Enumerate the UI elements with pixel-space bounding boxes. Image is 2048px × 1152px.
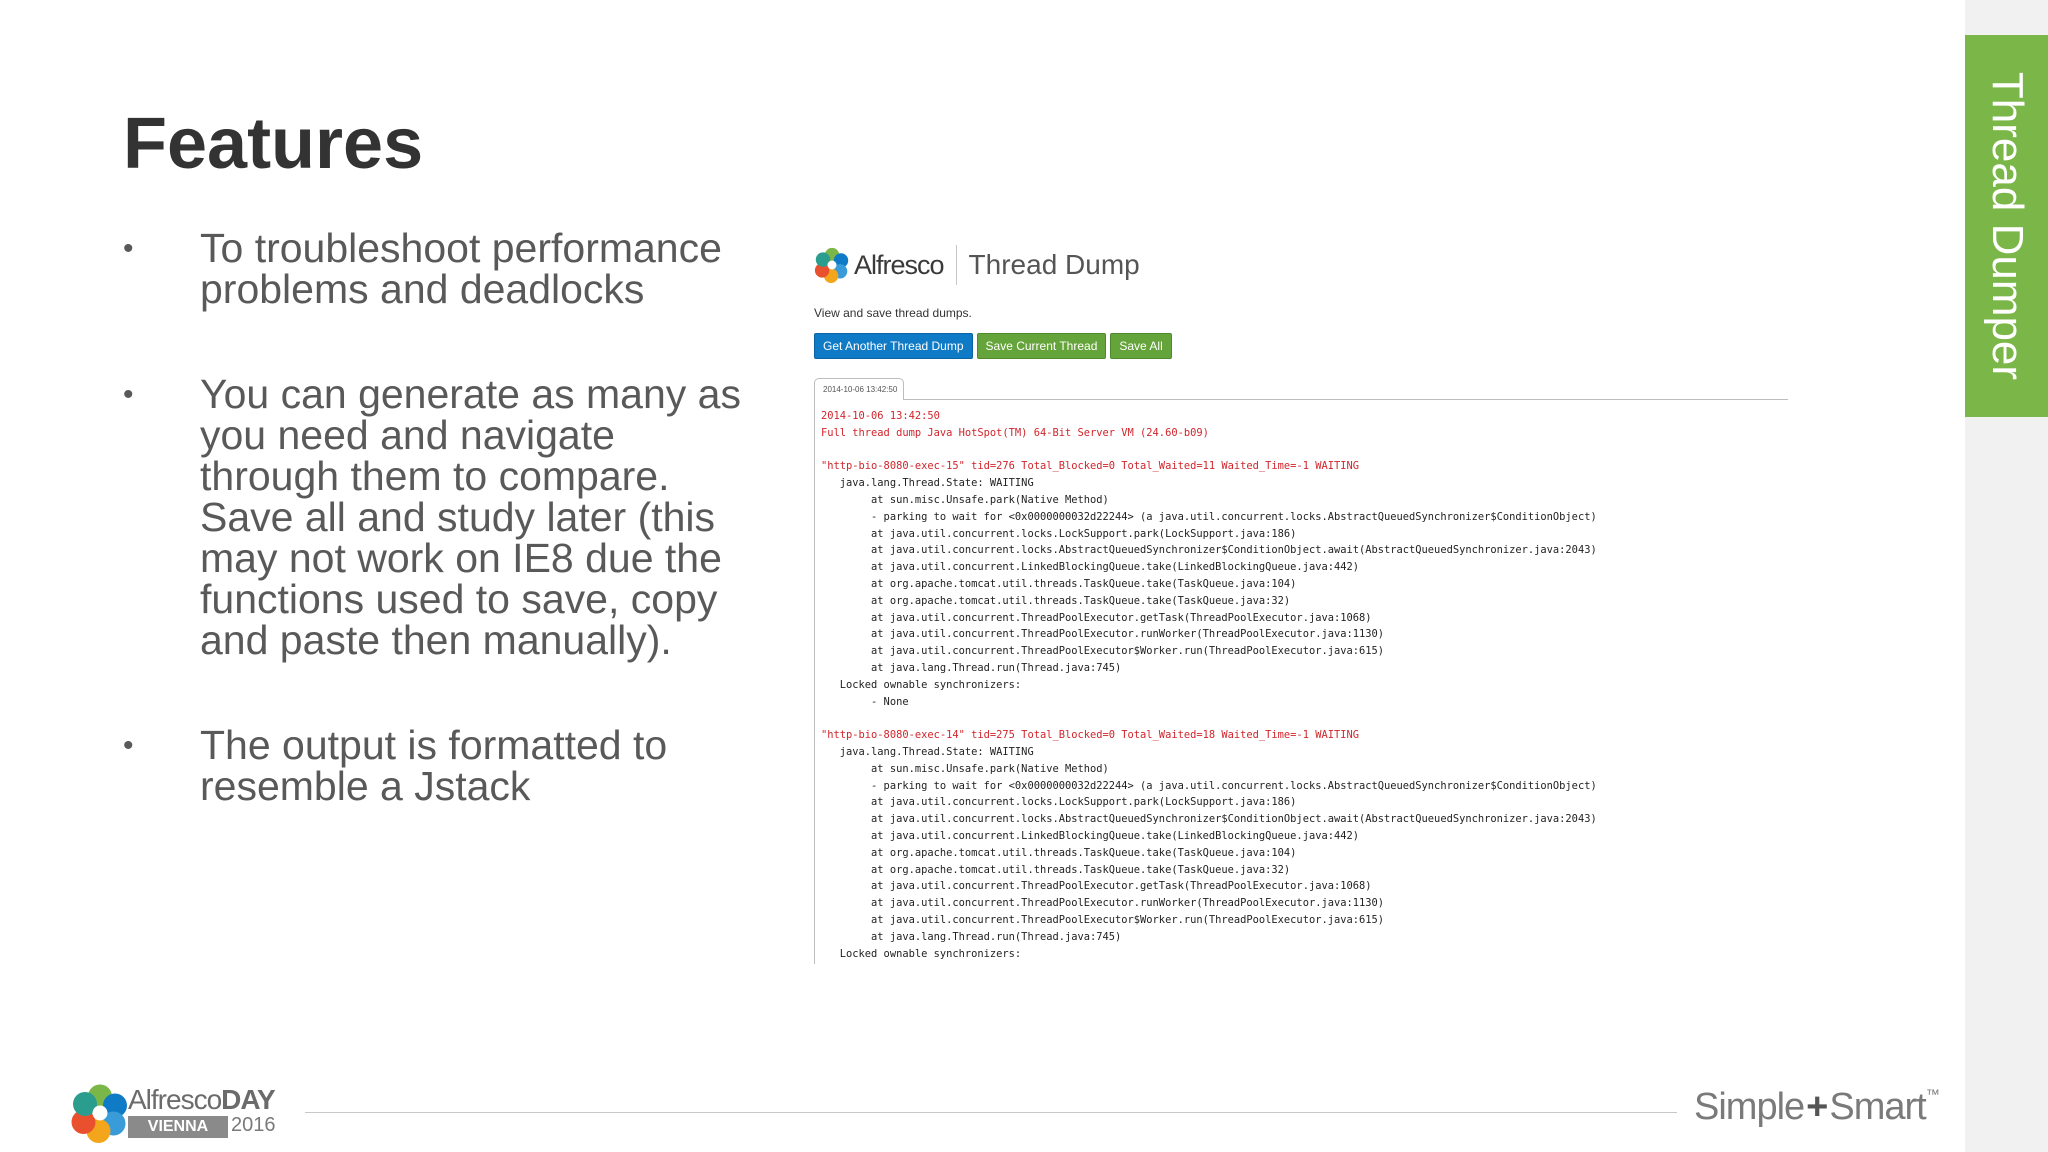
trademark-mark: ™ bbox=[1925, 1086, 1939, 1102]
tagline-smart: Smart bbox=[1829, 1086, 1926, 1128]
event-city: VIENNA bbox=[128, 1116, 228, 1138]
bullet-icon: • bbox=[123, 232, 134, 265]
dump-spacer bbox=[821, 710, 1789, 727]
thread-stack-trace: java.lang.Thread.State: WAITING at sun.misc.Unsafe.park(Native Method) - parking to wait for <0x0000000032d22244> (a java.util.concurrent.locks.AbstractQueuedSynchronizer$ConditionObject) at java.util.concurrent.locks.LockSupport.park(LockSupport.java:186) at java.util.concurrent.locks.AbstractQueuedSynchronizer$ConditionObject.await(AbstractQueuedSynchronizer.java:2043) at java.util.concurrent.LinkedBlockingQueue.take(LinkedBlockingQueue.java:442) at org.apache.tomcat.util.threads.TaskQueue.take(TaskQueue.java:104) at org.apache.tomcat.util.threads.TaskQueue.take(TaskQueue.java:32) at java.util.concurrent.ThreadPoolExecutor.getTask(ThreadPoolExecutor.java:1068) at java.util.concurrent.ThreadPoolExecutor.runWorker(ThreadPoolExecutor.java:1130) at java.util.concurrent.ThreadPoolExecutor$Worker.run(ThreadPoolExecutor.java:615) at java.lang.Thread.run(Thread.java:745) Locked ownable synchronizers: - None bbox=[839, 477, 1597, 708]
alfresco-day-logo-icon bbox=[70, 1083, 130, 1143]
bullet-item bbox=[123, 722, 743, 809]
page-description: View and save thread dumps. bbox=[814, 306, 972, 320]
event-name bbox=[128, 1084, 275, 1116]
event-year: 2016 bbox=[231, 1114, 276, 1136]
bullet-icon: • bbox=[123, 729, 134, 762]
thread-dump-output bbox=[814, 400, 1789, 964]
section-tag-label: Thread Dumper bbox=[1983, 71, 2032, 381]
app-brand: Alfresco bbox=[854, 249, 944, 280]
event-day: DAY bbox=[221, 1084, 275, 1115]
thread-stack-trace: java.lang.Thread.State: WAITING at sun.misc.Unsafe.park(Native Method) - parking to wait for <0x0000000032d22244> (a java.util.concurrent.locks.AbstractQueuedSynchronizer$ConditionObject) at java.util.concurrent.locks.LockSupport.park(LockSupport.java:186) at java.util.concurrent.locks.AbstractQueuedSynchronizer$ConditionObject.await(AbstractQueuedSynchronizer.java:2043) at java.util.concurrent.LinkedBlockingQueue.take(LinkedBlockingQueue.java:442) at org.apache.tomcat.util.threads.TaskQueue.take(TaskQueue.java:104) at org.apache.tomcat.util.threads.TaskQueue.take(TaskQueue.java:32) at java.util.concurrent.ThreadPoolExecutor.getTask(ThreadPoolExecutor.java:1068) at java.util.concurrent.ThreadPoolExecutor.runWorker(ThreadPoolExecutor.java:1130) at java.util.concurrent.ThreadPoolExecutor$Worker.run(ThreadPoolExecutor.java:615) at java.lang.Thread.run(Thread.java:745) Locked ownable synchronizers: bbox=[839, 745, 1597, 960]
tagline bbox=[1694, 1086, 1939, 1129]
button-row bbox=[814, 333, 1172, 359]
get-another-thread-dump-button[interactable]: Get Another Thread Dump bbox=[814, 333, 973, 359]
save-current-thread-button[interactable]: Save Current Thread bbox=[977, 333, 1107, 359]
bullet-text: The output is formatted to resemble a Jstack bbox=[200, 722, 668, 809]
tagline-plus: + bbox=[1806, 1086, 1828, 1128]
bullet-item bbox=[123, 371, 743, 663]
bullet-icon: • bbox=[123, 378, 134, 411]
dump-header: Full thread dump Java HotSpot(TM) 64-Bit Server VM (24.60-b09) bbox=[821, 426, 1209, 439]
thread-name-line: "http-bio-8080-exec-15" tid=276 Total_Blocked=0 Total_Waited=11 Waited_Time=-1 WAITING bbox=[821, 460, 1359, 473]
tab-dump-timestamp[interactable]: 2014-10-06 13:42:50 bbox=[814, 378, 904, 400]
footer-divider bbox=[305, 1112, 1677, 1113]
alfresco-logo-icon bbox=[814, 247, 850, 283]
bullet-text: You can generate as many as you need and navigate through them to compare. Save all and study later (this may not work on IE8 due the functions used to save, copy and paste then manually). bbox=[200, 371, 741, 663]
slide-title: Features bbox=[123, 104, 424, 184]
event-brand: Alfresco bbox=[128, 1084, 222, 1115]
thread-dump-screenshot bbox=[808, 230, 1798, 964]
bullet-list bbox=[123, 225, 743, 871]
tagline-simple: Simple bbox=[1694, 1086, 1805, 1128]
bullet-text: To troubleshoot performance problems and deadlocks bbox=[200, 225, 722, 312]
header-divider bbox=[956, 245, 957, 285]
dump-spacer bbox=[821, 442, 1789, 459]
page-title: Thread Dump bbox=[968, 249, 1140, 280]
dump-timestamp: 2014-10-06 13:42:50 bbox=[821, 410, 940, 422]
bullet-item bbox=[123, 225, 743, 312]
app-header bbox=[814, 240, 1140, 290]
save-all-button[interactable]: Save All bbox=[1110, 333, 1171, 359]
thread-name-line: "http-bio-8080-exec-14" tid=275 Total_Blocked=0 Total_Waited=18 Waited_Time=-1 WAITING bbox=[821, 729, 1359, 742]
